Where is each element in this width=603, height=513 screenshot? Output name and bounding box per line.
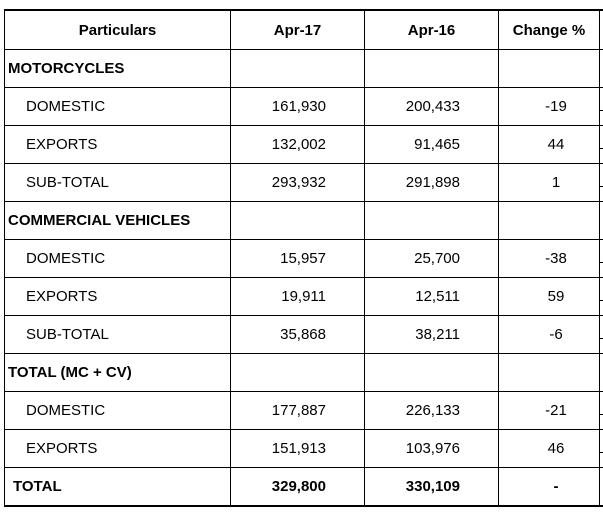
table-row bbox=[5, 164, 603, 202]
section-row-commercial-vehicles bbox=[5, 202, 603, 240]
row-label: SUB-TOTAL bbox=[5, 164, 231, 202]
cell-apr-17: 293,932 bbox=[231, 164, 365, 202]
section-row-total-mc-cv bbox=[5, 354, 603, 392]
cell-change: 44 bbox=[499, 126, 600, 164]
table-row bbox=[5, 316, 603, 354]
cell-change: -6 bbox=[499, 316, 600, 354]
cell-change: -19 bbox=[499, 88, 600, 126]
table-row bbox=[5, 392, 603, 430]
header-cut-column bbox=[600, 10, 603, 50]
total-row bbox=[5, 468, 603, 507]
cell-apr-16: 38,211 bbox=[365, 316, 499, 354]
cell-apr-17: 132,002 bbox=[231, 126, 365, 164]
section-title: MOTORCYCLES bbox=[5, 50, 231, 88]
cell-change: 1 bbox=[499, 164, 600, 202]
cell-apr-16: 25,700 bbox=[365, 240, 499, 278]
cell-change: - bbox=[499, 468, 600, 507]
header-apr-16: Apr-16 bbox=[365, 10, 499, 50]
cell-change: -21 bbox=[499, 392, 600, 430]
cell-apr-16: 291,898 bbox=[365, 164, 499, 202]
cell-change: -38 bbox=[499, 240, 600, 278]
header-apr-17: Apr-17 bbox=[231, 10, 365, 50]
cell-apr-17: 151,913 bbox=[231, 430, 365, 468]
row-label: SUB-TOTAL bbox=[5, 316, 231, 354]
header-particulars: Particulars bbox=[5, 10, 231, 50]
row-label: TOTAL bbox=[5, 468, 231, 507]
row-label: EXPORTS bbox=[5, 430, 231, 468]
sales-table bbox=[4, 9, 603, 507]
cell-change: 59 bbox=[499, 278, 600, 316]
row-label: EXPORTS bbox=[5, 126, 231, 164]
table-row bbox=[5, 278, 603, 316]
cell-apr-17: 329,800 bbox=[231, 468, 365, 507]
cell-apr-16: 12,511 bbox=[365, 278, 499, 316]
section-title: COMMERCIAL VEHICLES bbox=[5, 202, 231, 240]
table-row bbox=[5, 88, 603, 126]
header-row bbox=[5, 10, 603, 50]
cell-apr-16: 330,109 bbox=[365, 468, 499, 507]
section-row-motorcycles bbox=[5, 50, 603, 88]
table-row bbox=[5, 126, 603, 164]
row-label: DOMESTIC bbox=[5, 88, 231, 126]
row-label: EXPORTS bbox=[5, 278, 231, 316]
row-label: DOMESTIC bbox=[5, 392, 231, 430]
cell-apr-16: 103,976 bbox=[365, 430, 499, 468]
cell-apr-17: 177,887 bbox=[231, 392, 365, 430]
cell-apr-17: 15,957 bbox=[231, 240, 365, 278]
cell-apr-17: 161,930 bbox=[231, 88, 365, 126]
table-row bbox=[5, 240, 603, 278]
header-change-percent: Change % bbox=[499, 10, 600, 50]
cell-change: 46 bbox=[499, 430, 600, 468]
cell-apr-16: 226,133 bbox=[365, 392, 499, 430]
section-title: TOTAL (MC + CV) bbox=[5, 354, 231, 392]
cell-apr-16: 200,433 bbox=[365, 88, 499, 126]
cell-apr-17: 35,868 bbox=[231, 316, 365, 354]
cell-apr-16: 91,465 bbox=[365, 126, 499, 164]
cell-apr-17: 19,911 bbox=[231, 278, 365, 316]
table-row bbox=[5, 430, 603, 468]
row-label: DOMESTIC bbox=[5, 240, 231, 278]
